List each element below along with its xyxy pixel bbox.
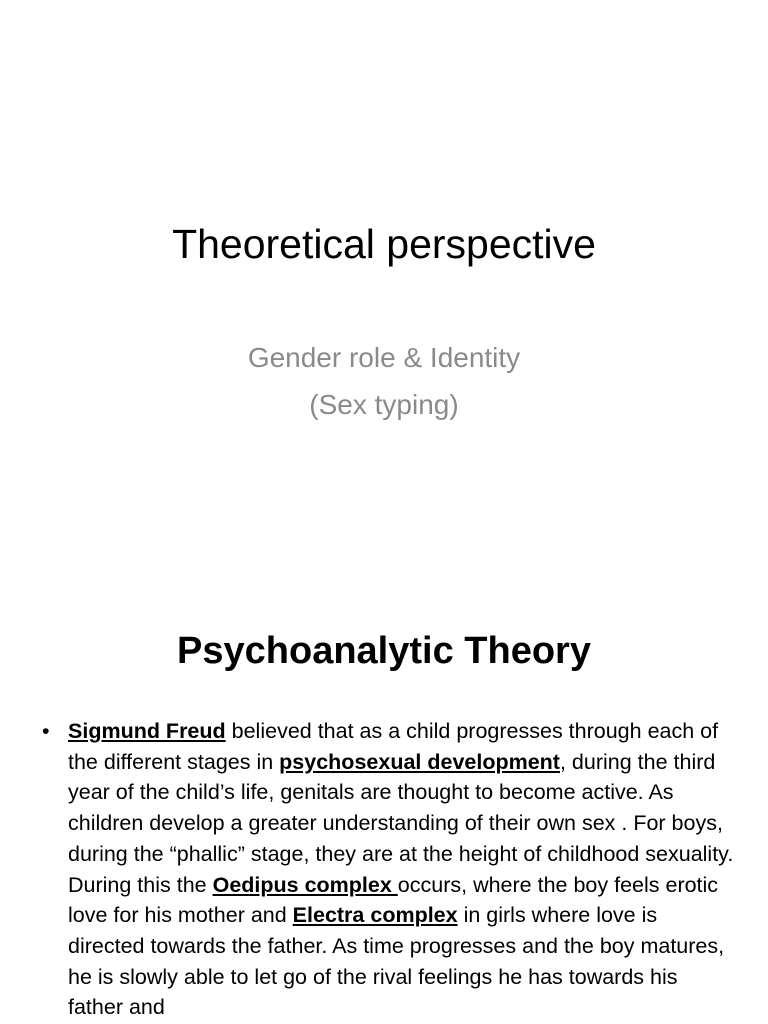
slide-2-heading: Psychoanalytic Theory [177, 630, 591, 672]
paragraph-text-2: , during the third year of the child’s life, genitals are thought to become active. As children develop a greater understanding of their own sex . For boys, during the “phallic” stage, they are at the height of childhood sexuality. During this the [68, 749, 734, 897]
bullet-icon: • [42, 719, 50, 743]
slide-title-heading: Theoretical perspective [172, 221, 596, 267]
paragraph-text-3: occurs, where the boy feels erotic love for his mother and [68, 872, 719, 928]
paragraph-text-1: believed that as a child progresses through each of the different stages in [68, 719, 719, 774]
term-oedipus-complex: Oedipus complex [212, 872, 398, 897]
term-electra-complex: Electra complex [292, 903, 458, 928]
subtitle-line-1: Gender role & Identity [247, 342, 521, 373]
bullet-paragraph [42, 716, 738, 1023]
term-psychosexual-development: psychosexual development [279, 749, 560, 774]
slide-psychoanalytic [0, 576, 768, 1024]
term-sigmund-freud: Sigmund Freud [68, 719, 226, 743]
subtitle-line-2: (Sex typing) [309, 389, 459, 420]
paragraph-text-4: in girls where love is directed towards the father. As time progresses and the boy matures, he is slowly able to let go of the rival feelings he has towards his father and [68, 903, 725, 1020]
slide-subtitle [0, 334, 768, 428]
